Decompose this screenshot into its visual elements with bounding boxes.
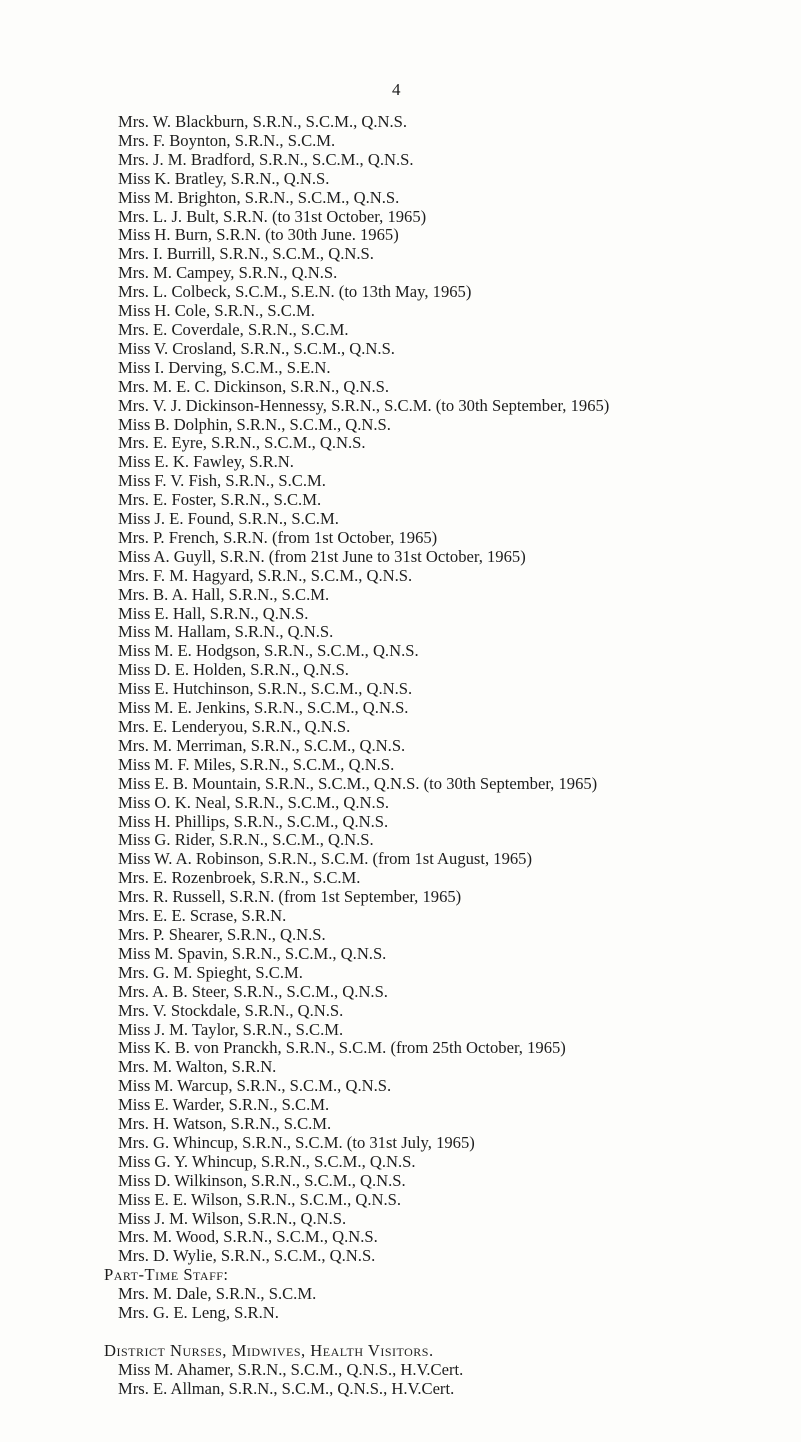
staff-entry: Miss M. Ahamer, S.R.N., S.C.M., Q.N.S., H.V.Cert.	[118, 1359, 464, 1379]
staff-entry: Miss M. E. Hodgson, S.R.N., S.C.M., Q.N.S.	[118, 641, 419, 661]
staff-entry: Mrs. E. Allman, S.R.N., S.C.M., Q.N.S., H.V.Cert.	[118, 1378, 455, 1398]
staff-entry: Miss G. Rider, S.R.N., S.C.M., Q.N.S.	[118, 830, 374, 850]
staff-entry: Miss H. Cole, S.R.N., S.C.M.	[118, 301, 315, 321]
staff-entry: Miss E. B. Mountain, S.R.N., S.C.M., Q.N.S. (to 30th September, 1965)	[118, 773, 598, 793]
staff-entry: Miss J. M. Wilson, S.R.N., Q.N.S.	[118, 1208, 347, 1228]
staff-entry: Mrs. G. M. Spieght, S.C.M.	[118, 962, 303, 982]
staff-entry: Miss J. E. Found, S.R.N., S.C.M.	[118, 509, 339, 529]
staff-entry: Miss B. Dolphin, S.R.N., S.C.M., Q.N.S.	[118, 414, 391, 434]
staff-entry: Mrs. A. B. Steer, S.R.N., S.C.M., Q.N.S.	[118, 981, 388, 1001]
staff-entry: Mrs. F. Boynton, S.R.N., S.C.M.	[118, 130, 336, 150]
staff-entry: Mrs. G. Whincup, S.R.N., S.C.M. (to 31st July, 1965)	[118, 1132, 475, 1152]
staff-entry: Miss I. Derving, S.C.M., S.E.N.	[118, 357, 331, 377]
staff-entry: Miss A. Guyll, S.R.N. (from 21st June to 31st October, 1965)	[118, 546, 526, 566]
staff-entry: Mrs. M. Walton, S.R.N.	[118, 1057, 277, 1077]
staff-entry: Miss E. E. Wilson, S.R.N., S.C.M., Q.N.S.	[118, 1189, 402, 1209]
staff-entry: Miss G. Y. Whincup, S.R.N., S.C.M., Q.N.S.	[118, 1151, 416, 1171]
staff-entry: Mrs. V. J. Dickinson-Hennessy, S.R.N., S.C.M. (to 30th September, 1965)	[118, 395, 610, 415]
staff-entry: Miss J. M. Taylor, S.R.N., S.C.M.	[118, 1019, 344, 1039]
staff-entry: Miss M. Warcup, S.R.N., S.C.M., Q.N.S.	[118, 1076, 392, 1096]
staff-entry: Miss K. Bratley, S.R.N., Q.N.S.	[118, 168, 330, 188]
staff-entry: Mrs. E. Coverdale, S.R.N., S.C.M.	[118, 319, 349, 339]
staff-entry: Miss W. A. Robinson, S.R.N., S.C.M. (from 1st August, 1965)	[118, 849, 532, 869]
part-time-staff-heading: Part-Time Staff:	[104, 1265, 229, 1285]
staff-entry: Mrs. W. Blackburn, S.R.N., S.C.M., Q.N.S.	[118, 112, 408, 131]
staff-entry: Miss D. E. Holden, S.R.N., Q.N.S.	[118, 660, 349, 680]
staff-entry: Mrs. M. E. C. Dickinson, S.R.N., Q.N.S.	[118, 376, 390, 396]
part-time-staff-list	[118, 1285, 609, 1323]
staff-entry: Mrs. D. Wylie, S.R.N., S.C.M., Q.N.S.	[118, 1246, 376, 1266]
staff-entry: Mrs. G. E. Leng, S.R.N.	[118, 1303, 279, 1323]
staff-entry: Mrs. B. A. Hall, S.R.N., S.C.M.	[118, 584, 330, 604]
staff-entry: Mrs. L. J. Bult, S.R.N. (to 31st October, 1965)	[118, 206, 427, 226]
staff-entry: Miss M. Brighton, S.R.N., S.C.M., Q.N.S.	[118, 187, 400, 207]
staff-entry: Miss E. Hall, S.R.N., Q.N.S.	[118, 603, 309, 623]
staff-entry: Mrs. F. M. Hagyard, S.R.N., S.C.M., Q.N.S.	[118, 565, 413, 585]
staff-entry: Miss M. E. Jenkins, S.R.N., S.C.M., Q.N.S.	[118, 698, 409, 718]
staff-entry: Mrs. J. M. Bradford, S.R.N., S.C.M., Q.N.S.	[118, 149, 414, 169]
staff-entry: Miss M. F. Miles, S.R.N., S.C.M., Q.N.S.	[118, 754, 395, 774]
staff-entry: Miss H. Phillips, S.R.N., S.C.M., Q.N.S.	[118, 811, 389, 831]
staff-entry: Mrs. P. Shearer, S.R.N., Q.N.S.	[118, 924, 326, 944]
staff-entry: Mrs. E. E. Scrase, S.R.N.	[118, 906, 287, 926]
district-staff-heading: District Nurses, Midwives, Health Visitors.	[104, 1341, 434, 1360]
staff-entry: Miss M. Spavin, S.R.N., S.C.M., Q.N.S.	[118, 943, 387, 963]
staff-entry: Miss V. Crosland, S.R.N., S.C.M., Q.N.S.	[118, 338, 395, 358]
staff-entry: Mrs. M. Merriman, S.R.N., S.C.M., Q.N.S.	[118, 735, 406, 755]
staff-entry: Miss E. Hutchinson, S.R.N., S.C.M., Q.N.S.	[118, 679, 413, 699]
staff-entry: Miss H. Burn, S.R.N. (to 30th June. 1965)	[118, 225, 399, 245]
full-time-staff-list	[118, 113, 609, 1266]
staff-entry: Mrs. M. Campey, S.R.N., Q.N.S.	[118, 263, 338, 283]
staff-entry: Mrs. R. Russell, S.R.N. (from 1st September, 1965)	[118, 887, 462, 907]
staff-entry: Miss E. Warder, S.R.N., S.C.M.	[118, 1095, 330, 1115]
staff-entry: Mrs. E. Eyre, S.R.N., S.C.M., Q.N.S.	[118, 433, 366, 453]
staff-entry: Mrs. E. Lenderyou, S.R.N., Q.N.S.	[118, 717, 351, 736]
staff-entry: Miss E. K. Fawley, S.R.N.	[118, 452, 294, 472]
staff-entry: Mrs. P. French, S.R.N. (from 1st October, 1965)	[118, 527, 438, 547]
staff-entry: Mrs. L. Colbeck, S.C.M., S.E.N. (to 13th May, 1965)	[118, 282, 472, 302]
staff-entry: Mrs. M. Dale, S.R.N., S.C.M.	[118, 1284, 317, 1304]
page-number: 4	[392, 80, 401, 99]
staff-entry: Miss K. B. von Pranckh, S.R.N., S.C.M. (from 25th October, 1965)	[118, 1038, 566, 1058]
staff-list	[104, 112, 610, 1399]
staff-entry: Mrs. E. Rozenbroek, S.R.N., S.C.M.	[118, 868, 361, 888]
staff-entry: Mrs. V. Stockdale, S.R.N., Q.N.S.	[118, 1000, 344, 1020]
staff-entry: Mrs. I. Burrill, S.R.N., S.C.M., Q.N.S.	[118, 244, 374, 264]
staff-entry: Miss F. V. Fish, S.R.N., S.C.M.	[118, 471, 326, 491]
staff-entry: Mrs. E. Foster, S.R.N., S.C.M.	[118, 490, 322, 510]
district-staff-list	[118, 1361, 609, 1399]
staff-entry: Miss M. Hallam, S.R.N., Q.N.S.	[118, 622, 334, 642]
staff-entry: Mrs. M. Wood, S.R.N., S.C.M., Q.N.S.	[118, 1227, 378, 1247]
staff-entry: Miss D. Wilkinson, S.R.N., S.C.M., Q.N.S.	[118, 1170, 406, 1190]
staff-entry: Mrs. H. Watson, S.R.N., S.C.M.	[118, 1114, 332, 1134]
staff-entry: Miss O. K. Neal, S.R.N., S.C.M., Q.N.S.	[118, 792, 390, 812]
